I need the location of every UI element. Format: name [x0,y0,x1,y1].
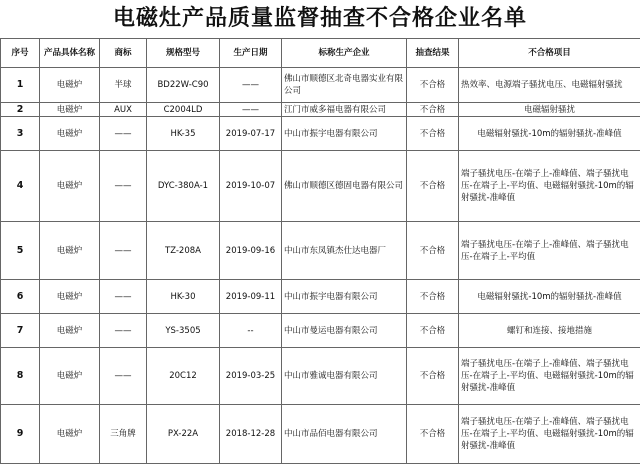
cell-brand: —— [100,348,147,405]
cell-result: 不合格 [407,68,459,103]
cell-failed-items: 热效率、电源端子骚扰电压、电磁辐射骚扰 [459,68,640,103]
cell-model: YS-3505 [147,314,220,348]
cell-manufacturer: 中山市品佰电器有限公司 [282,405,407,464]
table-row [1,151,640,222]
cell-model: C2004LD [147,103,220,117]
col-header-date: 生产日期 [220,39,282,68]
cell-model: DYC-380A-1 [147,151,220,222]
cell-manufacturer: 佛山市顺德区德固电器有限公司 [282,151,407,222]
cell-date: 2019-03-25 [220,348,282,405]
cell-manufacturer: 中山市振宇电器有限公司 [282,117,407,151]
cell-seq: 4 [1,151,40,222]
cell-model: HK-30 [147,280,220,314]
cell-failed-items: 螺钉和连接、接地措施 [459,314,640,348]
cell-date: 2019-09-11 [220,280,282,314]
cell-date: 2018-12-28 [220,405,282,464]
table-row [1,314,640,348]
cell-manufacturer: 江门市威多福电器有限公司 [282,103,407,117]
table-row [1,348,640,405]
cell-model: BD22W-C90 [147,68,220,103]
cell-seq: 5 [1,222,40,280]
cell-product: 电磁炉 [40,348,100,405]
cell-manufacturer: 中山市雅诚电器有限公司 [282,348,407,405]
col-header-result: 抽查结果 [407,39,459,68]
cell-seq: 3 [1,117,40,151]
cell-result: 不合格 [407,222,459,280]
col-header-seq: 序号 [1,39,40,68]
cell-brand: —— [100,280,147,314]
cell-manufacturer: 中山市曼运电器有限公司 [282,314,407,348]
cell-manufacturer: 中山市振宇电器有限公司 [282,280,407,314]
cell-result: 不合格 [407,348,459,405]
col-header-model: 规格型号 [147,39,220,68]
header-row [1,39,640,68]
cell-brand: AUX [100,103,147,117]
cell-brand: —— [100,151,147,222]
cell-result: 不合格 [407,151,459,222]
cell-product: 电磁炉 [40,314,100,348]
cell-result: 不合格 [407,280,459,314]
noncompliant-table [0,38,640,464]
cell-product: 电磁炉 [40,103,100,117]
cell-seq: 9 [1,405,40,464]
cell-product: 电磁炉 [40,117,100,151]
cell-seq: 7 [1,314,40,348]
cell-date: -- [220,314,282,348]
cell-brand: 三角牌 [100,405,147,464]
cell-date: 2019-09-16 [220,222,282,280]
cell-failed-items: 电磁辐射骚扰 [459,103,640,117]
cell-product: 电磁炉 [40,222,100,280]
cell-manufacturer: 中山市东凤镇杰仕达电器厂 [282,222,407,280]
table-row [1,222,640,280]
cell-date: 2019-07-17 [220,117,282,151]
cell-product: 电磁炉 [40,151,100,222]
cell-failed-items: 端子骚扰电压-在端子上-准峰值、端子骚扰电压-在端子上-平均值、电磁辐射骚扰-10m的辐射骚扰-准峰值 [459,405,640,464]
cell-result: 不合格 [407,405,459,464]
cell-result: 不合格 [407,314,459,348]
cell-failed-items: 端子骚扰电压-在端子上-准峰值、端子骚扰电压-在端子上-平均值 [459,222,640,280]
col-header-product: 产品具体名称 [40,39,100,68]
cell-seq: 2 [1,103,40,117]
cell-brand: —— [100,117,147,151]
cell-failed-items: 端子骚扰电压-在端子上-准峰值、端子骚扰电压-在端子上-平均值、电磁辐射骚扰-10m的辐射骚扰-准峰值 [459,151,640,222]
cell-brand: —— [100,222,147,280]
table-row [1,103,640,117]
cell-brand: —— [100,314,147,348]
cell-model: PX-22A [147,405,220,464]
cell-model: 20C12 [147,348,220,405]
cell-failed-items: 电磁辐射骚扰-10m的辐射骚扰-准峰值 [459,280,640,314]
cell-product: 电磁炉 [40,68,100,103]
cell-product: 电磁炉 [40,405,100,464]
cell-date: —— [220,68,282,103]
cell-model: TZ-208A [147,222,220,280]
page-title: 电磁灶产品质量监督抽查不合格企业名单 [112,6,527,31]
cell-seq: 8 [1,348,40,405]
cell-seq: 1 [1,68,40,103]
col-header-failed-items: 不合格项目 [459,39,640,68]
cell-manufacturer: 佛山市顺德区北奇电器实业有限公司 [282,68,407,103]
col-header-manufacturer: 标称生产企业 [282,39,407,68]
cell-product: 电磁炉 [40,280,100,314]
table-row [1,68,640,103]
table-row [1,405,640,464]
cell-result: 不合格 [407,117,459,151]
cell-brand: 半球 [100,68,147,103]
cell-failed-items: 端子骚扰电压-在端子上-准峰值、端子骚扰电压-在端子上-平均值、电磁辐射骚扰-10m的辐射骚扰-准峰值 [459,348,640,405]
cell-seq: 6 [1,280,40,314]
cell-result: 不合格 [407,103,459,117]
cell-failed-items: 电磁辐射骚扰-10m的辐射骚扰-准峰值 [459,117,640,151]
cell-date: —— [220,103,282,117]
table-row [1,280,640,314]
col-header-brand: 商标 [100,39,147,68]
table-row [1,117,640,151]
cell-date: 2019-10-07 [220,151,282,222]
cell-model: HK-35 [147,117,220,151]
